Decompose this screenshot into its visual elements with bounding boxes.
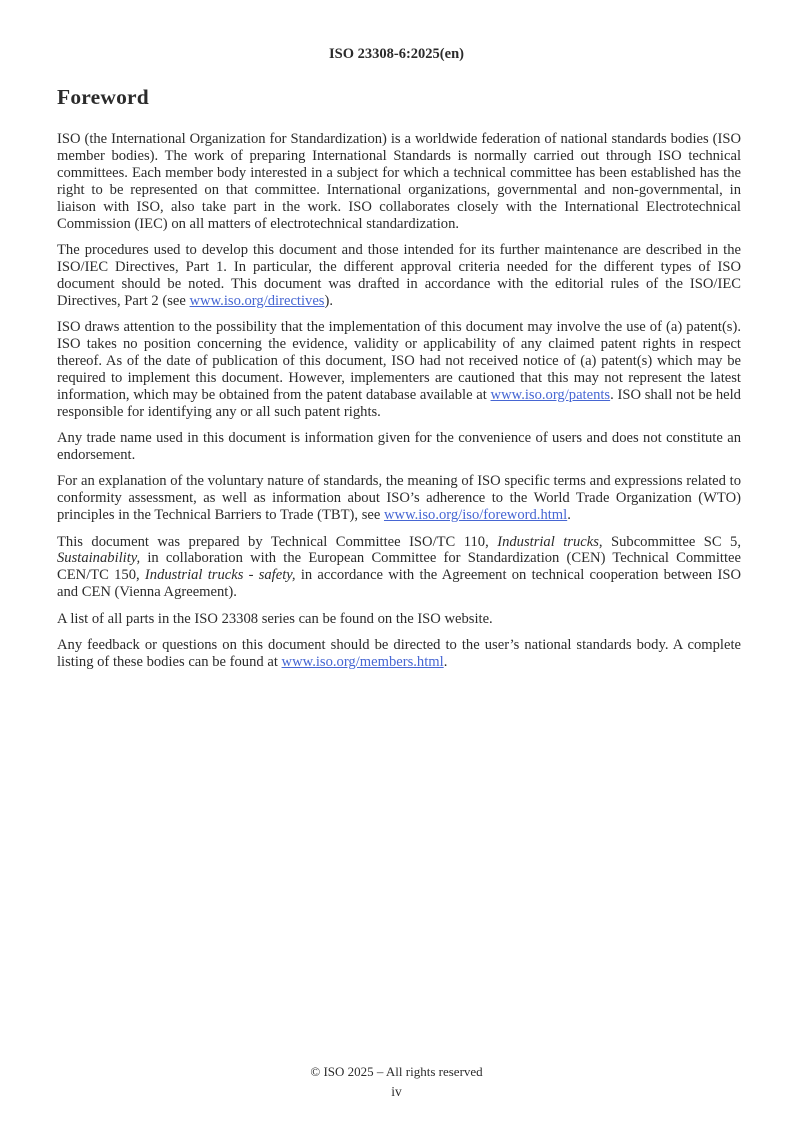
paragraph-patents: [57, 319, 741, 420]
paragraph-trade-name: [57, 430, 741, 464]
page-title: Foreword: [57, 85, 149, 109]
text-run: , Subcommittee SC 5,: [598, 533, 741, 550]
text-run: ).: [324, 292, 334, 309]
text-run: in collaboration with the European Committee for Standardization (CEN) Technical Committee CEN/TC 150,: [57, 550, 741, 584]
copyright-notice: © ISO 2025 – All rights reserved: [310, 1064, 483, 1079]
text-run: in accordance with the Agreement on technical cooperation between ISO and CEN (Vienna Agreement).: [57, 567, 741, 601]
text-run: The procedures used to develop this document and those intended for its further maintenance are described in the ISO/IEC Directives, Part 1. In particular, the different approval criteria needed for the different types of ISO document should be noted. This document was drafted in accordance with the editorial rules of the ISO/IEC Directives, Part 2 (see: [57, 241, 741, 309]
foreword-body: [57, 131, 741, 671]
page-footer: [0, 1063, 793, 1100]
text-run: Any trade name used in this document is information given for the convenience of users and does not constitute an endorsement.: [57, 430, 741, 463]
text-run: A list of all parts in the ISO 23308 series can be found on the ISO website.: [57, 610, 493, 627]
hyperlink[interactable]: www.iso.org/members.html: [281, 653, 444, 670]
hyperlink[interactable]: www.iso.org/patents: [490, 386, 611, 403]
paragraph-series-list: [57, 611, 741, 628]
paragraph-committee: [57, 534, 741, 602]
page-content: [0, 85, 793, 671]
text-run: For an explanation of the voluntary nature of standards, the meaning of ISO specific terms and expressions related to conformity assessment, as well as information about ISO’s adherence to the World Trade Organization (WTO) principles in the Technical Barriers to Trade (TBT), see: [57, 473, 741, 524]
text-run: .: [567, 507, 571, 524]
text-run: Any feedback or questions on this document should be directed to the user’s national standards body. A complete listing of these bodies can be found at: [57, 637, 741, 670]
text-run: ISO draws attention to the possibility that the implementation of this document may involve the use of (a) patent(s). ISO takes no position concerning the evidence, validity or applicability of any claimed patent rights in respect thereof. As of the date of publication of this document, ISO had not received notice of (a) patent(s) which may be required to implement this document. However, implementers are cautioned that this may not represent the latest information, which may be obtained from the patent database available at: [57, 319, 741, 403]
text-run: .: [443, 653, 448, 670]
paragraph-wto: [57, 473, 741, 524]
hyperlink[interactable]: www.iso.org/directives: [189, 292, 325, 309]
text-run: This document was prepared by Technical Committee ISO/TC 110,: [57, 533, 498, 550]
paragraph-iso-federation: [57, 131, 741, 232]
italic-text: Sustainability,: [57, 550, 141, 567]
text-run: . ISO shall not be held responsible for identifying any or all such patent rights.: [57, 386, 741, 420]
page-number: iv: [391, 1084, 402, 1099]
italic-text: Industrial trucks - safety,: [144, 567, 296, 584]
text-run: ISO (the International Organization for Standardization) is a worldwide federation of national standards bodies (ISO member bodies). The work of preparing International Standards is normally carried out through ISO technical committees. Each member body interested in a subject for which a technical committee has been established has the right to be represented on that committee. International organizations, governmental and non-governmental, in liaison with ISO, also take part in the work. ISO collaborates closely with the International Electrotechnical Commission (IEC) on all matters of electrotechnical standardization.: [57, 131, 741, 232]
running-header: ISO 23308-6:2025(en): [329, 46, 464, 62]
paragraph-feedback: [57, 637, 741, 671]
hyperlink[interactable]: www.iso.org/iso/foreword.html: [383, 507, 568, 524]
italic-text: Industrial trucks: [497, 533, 599, 550]
paragraph-procedures: [57, 242, 741, 310]
